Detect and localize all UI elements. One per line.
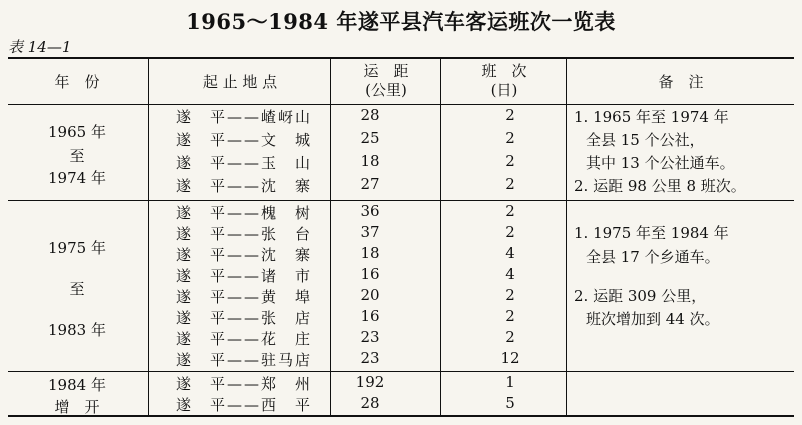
header-route: 起 止 地 点 — [202, 73, 278, 91]
table-number: 表 14—1 — [8, 38, 72, 56]
table-row-trips: 1 — [505, 373, 515, 391]
table-row-route: 遂 平——文 城 — [176, 131, 313, 149]
table-row-distance: 36 — [360, 202, 380, 220]
table-row-route: 遂 平——沈 寨 — [176, 246, 313, 264]
table-row-trips: 2 — [505, 106, 515, 124]
table-row-trips: 5 — [505, 394, 515, 412]
header-rule — [8, 104, 794, 105]
top-rule — [8, 57, 794, 59]
table-row-distance: 16 — [360, 265, 380, 283]
group-1-year-start: 1965 年 — [48, 123, 106, 141]
header-trips-label: 班 次 — [481, 62, 527, 80]
table-row-trips: 2 — [505, 175, 515, 193]
table-row-route: 遂 平——郑 州 — [176, 375, 313, 393]
table-row-distance: 18 — [360, 152, 380, 170]
group-2-year-end: 1983 年 — [48, 321, 106, 339]
group-2-note-line: 1. 1975 年至 1984 年 — [574, 224, 729, 242]
page-title: 1965～1984 年遂平县汽车客运班次一览表 — [186, 9, 616, 34]
table-row-distance: 16 — [360, 307, 380, 325]
table-row-route: 遂 平——张 台 — [176, 225, 313, 243]
table-row-trips: 2 — [505, 307, 515, 325]
group-2-note-line: 班次增加到 44 次。 — [586, 310, 720, 328]
table-row-route: 遂 平——黄 埠 — [176, 288, 313, 306]
col-divider-2 — [330, 58, 331, 416]
table-row-route: 遂 平——张 店 — [176, 309, 313, 327]
table-row-route: 遂 平——花 庄 — [176, 330, 313, 348]
table-row-trips: 2 — [505, 202, 515, 220]
header-notes: 备 注 — [658, 73, 704, 91]
table-row-trips: 4 — [505, 265, 515, 283]
header-trips-unit: (日) — [490, 81, 518, 99]
table-row-trips: 12 — [500, 349, 520, 367]
table-row-distance: 23 — [360, 349, 380, 367]
table-row-route: 遂 平——西 平 — [176, 396, 313, 414]
table-row-distance: 192 — [355, 373, 385, 391]
group-rule-2 — [8, 371, 794, 372]
table-row-trips: 2 — [505, 223, 515, 241]
group-rule-1 — [8, 200, 794, 201]
table-row-distance: 27 — [360, 175, 380, 193]
col-divider-3 — [440, 58, 441, 416]
table-row-distance: 37 — [360, 223, 380, 241]
table-row-distance: 28 — [360, 106, 380, 124]
group-1-note-line: 全县 15 个公社， — [586, 131, 705, 149]
header-trips — [442, 62, 566, 100]
group-1-note-line: 1. 1965 年至 1974 年 — [574, 108, 729, 126]
table-row-route: 遂 平——玉 山 — [176, 154, 313, 172]
table-row-trips: 2 — [505, 286, 515, 304]
group-2-note-line: 全县 17 个乡通车。 — [586, 248, 720, 266]
group-1-note-line: 2. 运距 98 公里 8 班次。 — [574, 177, 746, 195]
group-2-note-line: 2. 运距 309 公里， — [574, 287, 707, 305]
col-divider-1 — [148, 58, 149, 416]
header-distance-unit: (公里) — [365, 81, 407, 99]
table-row-route: 遂 平——沈 寨 — [176, 177, 313, 195]
table-row-trips: 4 — [505, 244, 515, 262]
table-row-route: 遂 平——诸 市 — [176, 267, 313, 285]
table-row-distance: 25 — [360, 129, 380, 147]
group-2-year-start: 1975 年 — [48, 239, 106, 257]
table-row-route: 遂 平——槐 树 — [176, 204, 313, 222]
header-year: 年 份 — [54, 73, 100, 91]
group-2-year-to: 至 — [69, 280, 85, 298]
table-row-distance: 18 — [360, 244, 380, 262]
group-3-year: 1984 年 — [48, 376, 106, 394]
table-row-route: 遂 平——驻马店 — [176, 351, 313, 369]
group-1-year-to: 至 — [69, 147, 85, 165]
group-1-year-end: 1974 年 — [48, 169, 106, 187]
table-row-trips: 2 — [505, 152, 515, 170]
table-row-trips: 2 — [505, 129, 515, 147]
table-row-distance: 20 — [360, 286, 380, 304]
table-row-distance: 23 — [360, 328, 380, 346]
col-divider-4 — [566, 58, 567, 416]
header-distance-label: 运 距 — [363, 62, 409, 80]
table-row-route: 遂 平——嵖岈山 — [176, 108, 313, 126]
table-row-trips: 2 — [505, 328, 515, 346]
table-row-distance: 28 — [360, 394, 380, 412]
group-1-note-line: 其中 13 个公社通车。 — [586, 154, 735, 172]
group-3-added: 增 开 — [54, 398, 100, 416]
header-distance — [332, 62, 440, 100]
